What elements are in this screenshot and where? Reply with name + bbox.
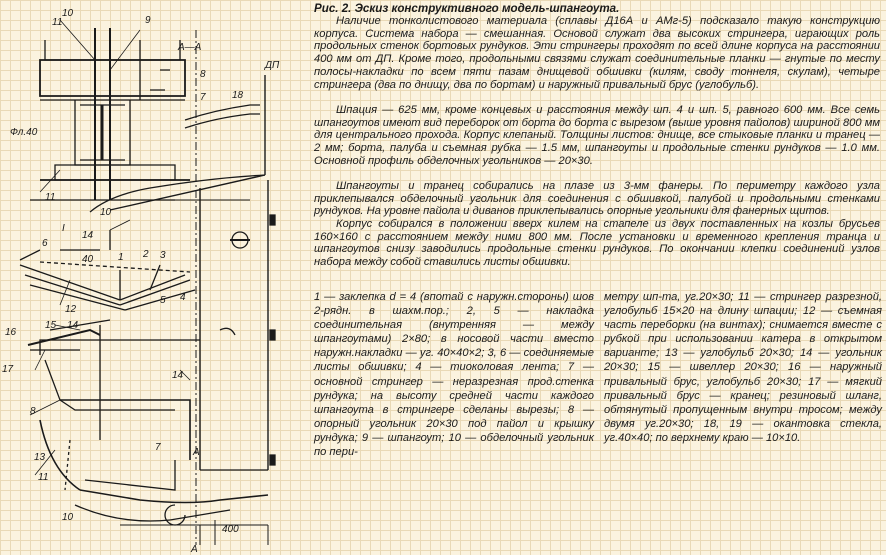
label-2: 2 <box>143 249 149 260</box>
label-10-top: 10 <box>62 8 74 19</box>
label-1: 1 <box>118 252 124 263</box>
label-11-mid: 11 <box>45 192 56 203</box>
label-14-mid: 14 <box>82 230 94 241</box>
dim-400-label: 400 <box>222 524 239 535</box>
label-9: 9 <box>145 15 151 26</box>
label-14-right: 14 <box>172 370 184 381</box>
hull-frame-sketch <box>0 0 300 555</box>
label-11-bottom: 11 <box>38 472 49 483</box>
paragraph-frames: Шпангоуты и транец собирались на плазе из 3-мм фанеры. По периметру каждого узла приклепывался обделочный угольник для соединения с обшивкой, палубой и продольными стенками рундуков. На уровне пайола и диванов приклепывались опорные угольники для фанерных щитов. <box>314 180 880 218</box>
label-10-mid: 10 <box>100 207 112 218</box>
label-13: 13 <box>34 452 46 463</box>
section-aa-detail <box>30 28 190 200</box>
detail-marker-i: I <box>62 223 65 234</box>
label-18: 18 <box>232 90 244 101</box>
paragraph-spacing: Шпация — 625 мм, кроме концевых и расстояния между шп. 4 и шп. 5, равного 600 мм. Все семь шпангоутов имеют вид переборок от борта до борта с вырезом (выше уровня пайолов) шириной 800 мм для центрального прохода. Корпус клепаный. Толщины листов: днище, все стыковые планки и транец — 2 мм; борта, палуба и съемная рубка — 1.5 мм, шпангоуты и продольные стенки рундуков — 1.0 мм. Основной профиль обделочных угольников — 20×30. <box>314 104 880 167</box>
paragraph-assembly: Корпус собирался в положении вверх килем на стапеле из двух поставленных на козлы брусьев 160×160 с расстоянием между ними 800 мм. После установки и временного крепления транца и шпангоутов снизу заводились продольные стенки рундуков. По окончании клепки соединений узлов набора между собой ставились листы обшивки. <box>314 218 880 269</box>
label-6: 6 <box>42 238 48 249</box>
flange-label: Фл.40 <box>10 127 38 138</box>
label-14-left: 14 <box>67 320 79 331</box>
dim-40-label: 40 <box>82 254 94 265</box>
section-marker-a: А <box>191 544 198 555</box>
hull-outline <box>30 75 268 525</box>
figure-caption: Рис. 2. Эскиз конструктивного модель-шпангоута. <box>314 2 620 15</box>
legend-right-column: метру шп-та, уг.20×30; 11 — стрингер разрезной, углобульб 15×20 на длину шпации; 12 — съемная часть переборки (на винтах); снимается вместе с рубкой при использовании катера в открытом варианте; 13 — углобульб 20×30; 14 — угольник 20×30; 15 — швеллер 20×30; 16 — наружный привальный брус, углобульб 20×30; 17 — мягкий привальный брус — кранец; резиновый шланг, обтянутый пропущенным внутри тросом; между двумя уг.20×30; 18, 19 — окантовка стекла, уг.40×40; по верхнему краю — 10×10. <box>604 291 882 444</box>
dp-label: ДП <box>265 60 280 71</box>
dimension-lines <box>120 30 268 545</box>
section-marker-a-top: А <box>193 447 200 458</box>
label-8-top: 8 <box>200 69 206 80</box>
label-16: 16 <box>5 327 17 338</box>
label-12: 12 <box>65 304 77 315</box>
label-15: 15 <box>45 320 57 331</box>
legend-left-column: 1 — заклепка d = 4 (впотай с наружн.стороны) шов 2-рядн. в шахм.пор.; 2, 5 — накладка соединительная (внутренняя — между шпангоутами) 2×80; в носовой части вместо наружн.накладки — уг. 40×40×2; 3, 6 — соединяемые листы обшивки; 4 — тиоколовая лента; 7 — основной стрингер — неразрезная прод.стенка рундука; на высоту средней части каждого шпангоута в стрингере сделаны вырезы; 8 — опорный угольник 20×30 под пайол и крышку рундука; 9 — шпангоут; 10 — обделочный угольник по пери- <box>314 291 594 459</box>
bulkhead-fittings <box>220 215 275 465</box>
section-label: А—А <box>178 42 202 53</box>
paragraph-structure: Наличие тонколистового материала (сплавы Д16А и АМг-5) подсказало такую конструкцию корпуса. Система набора — смешанная. Основой служат два высоких стрингера, играющих роль продольных стенок бортовых рундуков. Эти стрингеры проходят по всей длине корпуса на расстоянии 400 мм от ДП. Кроме того, продольными связями служат соединительные планки — гнутые по месту полосы-накладки по всем пяти пазам днищевой обшивки (килям, своду тоннеля, скулам), четыре стрингера (два по днищу, два по бортам) и наружный привальный брус (углобульб). <box>314 15 880 91</box>
label-7: 7 <box>200 92 206 103</box>
label-11-top: 11 <box>52 17 63 28</box>
label-5: 5 <box>160 295 166 306</box>
label-10-bottom: 10 <box>62 512 74 523</box>
label-8-bottom: 8 <box>30 406 36 417</box>
label-4: 4 <box>180 292 186 303</box>
label-17: 17 <box>2 364 14 375</box>
label-3: 3 <box>160 250 166 261</box>
label-7-bottom: 7 <box>155 442 161 453</box>
